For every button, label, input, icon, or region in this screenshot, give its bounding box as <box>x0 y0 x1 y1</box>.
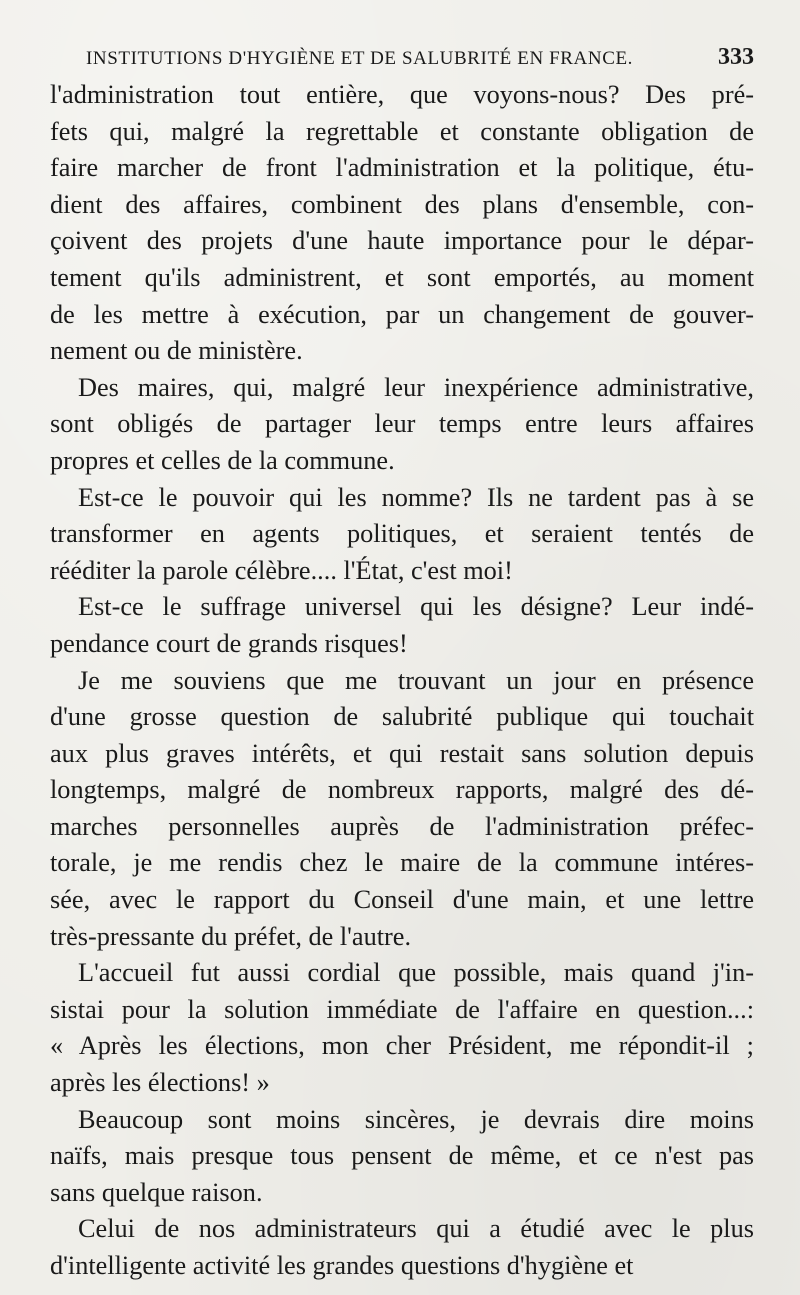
text-line: torale, je me rendis chez le maire de la commune intéres- <box>50 848 754 878</box>
paragraph <box>50 1102 754 1212</box>
paragraph <box>50 589 754 662</box>
text-line: nement ou de ministère. <box>50 336 303 366</box>
text-line: Celui de nos administrateurs qui a étudié avec le plus <box>78 1214 754 1244</box>
text-line: très-pressante du préfet, de l'autre. <box>50 921 412 951</box>
text-line: sée, avec le rapport du Conseil d'une main, et une lettre <box>50 885 754 915</box>
text-line: faire marcher de front l'administration et la politique, étu- <box>50 153 754 183</box>
text-line: tement qu'ils administrent, et sont emportés, au moment <box>50 262 754 292</box>
text-line: après les élections! » <box>50 1068 270 1098</box>
page-number: 333 <box>718 44 754 70</box>
text-line: pendance court de grands risques! <box>50 628 408 658</box>
text-line: dient des affaires, combinent des plans d'ensemble, con- <box>50 189 754 219</box>
text-line: l'administration tout entière, que voyons-nous? Des pré- <box>50 80 754 109</box>
text-line: sistai pour la solution immédiate de l'affaire en question...: <box>50 994 754 1024</box>
paragraph <box>50 1211 754 1284</box>
text-line: « Après les élections, mon cher Président, me répondit-il ; <box>50 1031 754 1061</box>
text-line: longtemps, malgré de nombreux rapports, malgré des dé- <box>50 775 754 805</box>
paragraph <box>50 480 754 590</box>
text-line: Je me souviens que me trouvant un jour en présence <box>78 665 754 695</box>
body-text <box>50 77 754 1285</box>
text-line: fets qui, malgré la regrettable et constante obligation de <box>50 116 754 146</box>
text-line: Des maires, qui, malgré leur inexpérience administrative, <box>78 372 754 402</box>
running-title: INSTITUTIONS D'HYGIÈNE ET DE SALUBRITÉ EN FRANCE. <box>86 48 634 69</box>
text-line: L'accueil fut aussi cordial que possible, mais quand j'in- <box>78 958 754 988</box>
text-line: marches personnelles auprès de l'administration préfec- <box>50 811 754 841</box>
text-line: sans quelque raison. <box>50 1177 263 1207</box>
paragraph <box>50 370 754 480</box>
paragraph <box>50 663 754 956</box>
text-line: d'intelligente activité les grandes questions d'hygiène et <box>50 1251 634 1280</box>
text-line: transformer en agents politiques, et seraient tentés de <box>50 519 754 549</box>
running-head <box>50 44 754 71</box>
text-line: d'une grosse question de salubrité publique qui touchait <box>50 702 754 732</box>
text-line: Beaucoup sont moins sincères, je devrais dire moins <box>78 1104 754 1134</box>
paragraph <box>50 77 754 370</box>
text-line: de les mettre à exécution, par un changement de gouver- <box>50 299 754 329</box>
text-line: çoivent des projets d'une haute importance pour le dépar- <box>50 226 754 256</box>
text-line: aux plus graves intérêts, et qui restait sans solution depuis <box>50 738 754 768</box>
text-line: Est-ce le suffrage universel qui les désigne? Leur indé- <box>78 592 754 622</box>
paragraph <box>50 955 754 1101</box>
text-line: Est-ce le pouvoir qui les nomme? Ils ne tardent pas à se <box>78 482 754 512</box>
text-line: sont obligés de partager leur temps entre leurs affaires <box>50 409 754 439</box>
text-line: propres et celles de la commune. <box>50 445 395 475</box>
text-line: rééditer la parole célèbre.... l'État, c'est moi! <box>50 555 513 585</box>
text-line: naïfs, mais presque tous pensent de même, et ce n'est pas <box>50 1141 754 1171</box>
